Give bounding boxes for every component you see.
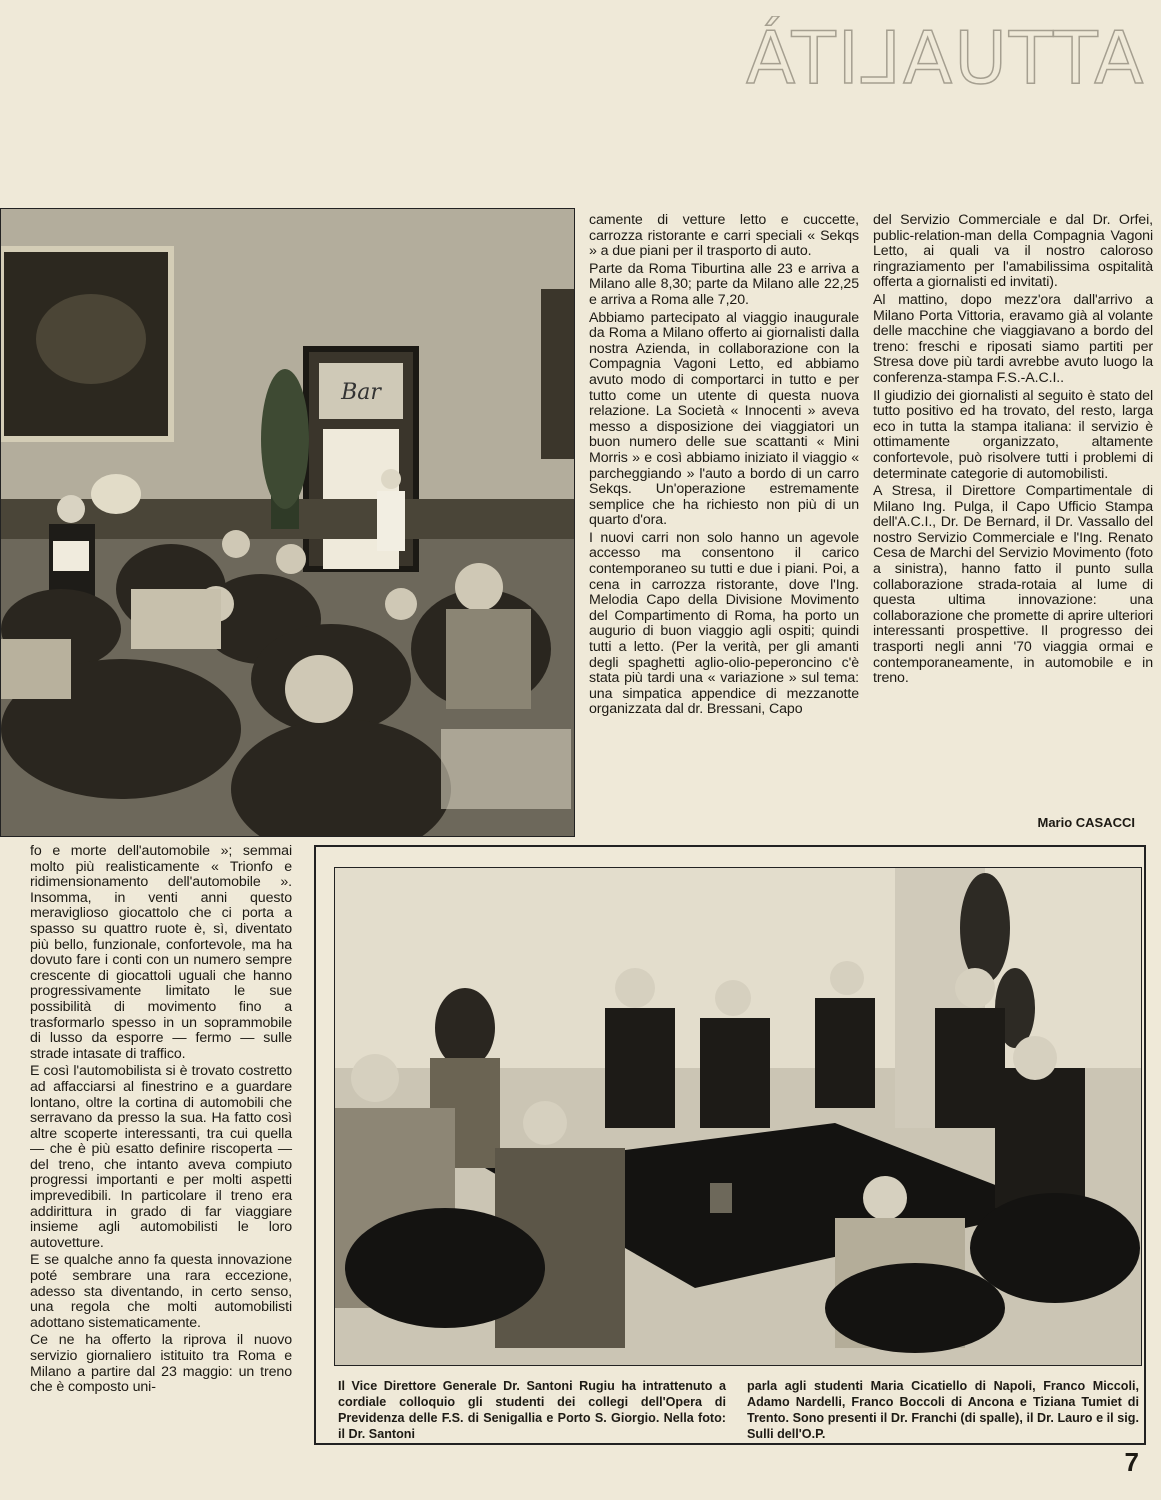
paragraph: Abbiamo partecipato al viaggio inaugurale da Roma a Milano offerto ai giornalisti dalla nostra Azienda, in collaborazione con la Compagnia Vagoni Letto, ed abbiamo avuto modo di comportarci in tutto e per tutto come un utente di questa nuova relazione. La Società « Innocenti » aveva messo a disposizione dei viaggiatori un buon numero delle sue scattanti « Mini Morris » e così abbiamo iniziato il viaggio « parcheggiando » l'auto a bordo di un carro Sekqs. Un'operazione estremamente semplice che ha richiesto non più di un quarto d'ora. bbox=[589, 309, 859, 529]
press-conference-photo bbox=[0, 208, 575, 837]
meeting-photo bbox=[334, 867, 1142, 1366]
photo-caption-right: parla agli studenti Maria Cicatiello di Napoli, Franco Miccoli, Adamo Nardelli, Franco Boccoli di Ancona e Tiziana Tumiet di Trento. Sono presenti il Dr. Franchi (di spalle), il Dr. Lauro e il sig. Sulli dell'O.P. bbox=[747, 1379, 1139, 1441]
paragraph: camente di vetture letto e cuccette, carrozza ristorante e carri speciali « Sekqs » a due piani per il trasporto di auto. bbox=[589, 212, 859, 260]
bar-sign: Bar bbox=[341, 380, 381, 405]
article-column-middle bbox=[589, 213, 859, 720]
photo-caption-left: Il Vice Direttore Generale Dr. Santoni Rugiu ha intrattenuto a cordiale colloquio gli studenti dei collegi dell'Opera di Previdenza delle F.S. di Senigallia e Porto S. Giorgio. Nella foto: il Dr. Santoni bbox=[338, 1379, 726, 1441]
byline: Mario CASACCI bbox=[1037, 815, 1135, 830]
article-column-right bbox=[873, 213, 1153, 689]
paragraph: Ce ne ha offerto la riprova il nuovo servizio giornaliero istituito tra Roma e Milano a partire dal 23 maggio: un treno che è composto uni- bbox=[30, 1332, 292, 1396]
paragraph: Al mattino, dopo mezz'ora dall'arrivo a Milano Porta Vittoria, eravamo già al volante delle macchine che viaggiavano a bordo del treno: freschi e riposati siamo partiti per Stresa dove più tardi avrebbe avuto luogo la conferenza-stampa F.S.-A.C.I.. bbox=[873, 291, 1153, 386]
section-label: ATTUALITÀ bbox=[743, 16, 1143, 100]
paragraph: I nuovi carri non solo hanno un agevole accesso ma consentono il carico contemporaneo su tutti e due i piani. Poi, a cena in carrozza ristorante, dove l'Ing. Melodia Capo della Divisione Movimento del Compartimento di Roma, ha porto un augurio di buon viaggio agli ospiti; quindi tutti a letto. (Per la verità, per gli amanti degli spaghetti aglio-olio-peperoncino c'è stata più tardi una « variazione » sul tema: una simpatica appendice di mezzanotte organizzata dal dr. Bressani, Capo bbox=[589, 529, 859, 718]
paragraph: E così l'automobilista si è trovato costretto ad affacciarsi al finestrino e a guardare lontano, oltre la cortina di automobili che serravano da presso la sua. Ha fatto così altre scoperte interessanti, tra cui quella — che è più esatto definire riscoperta — del treno, che intanto aveva compiuto progressi importanti e per molti aspetti imprevedibili. In particolare il treno era addirittura in grado di far viaggiare insieme agli automobilisti le loro autovetture. bbox=[30, 1063, 292, 1251]
page-number: 7 bbox=[1124, 1447, 1139, 1477]
article-column-left bbox=[30, 844, 292, 1398]
paragraph: E se qualche anno fa questa innovazione poté sembrare una rara eccezione, adesso sta diventando, in certo senso, una regola che molti automobilisti adottano sistematicamente. bbox=[30, 1252, 292, 1331]
paragraph: fo e morte dell'automobile »; semmai molto più realisticamente « Trionfo e ridimensionamento dell'automobile ». Insomma, in venti anni questo meraviglioso giocattolo che ci porta a spasso su quattro ruote è, sì, diventato più bello, funzionale, confortevole, ma ha dovuto fare i conti con un numero sempre crescente di giocattoli uguali che hanno progressivamente limitato le sue possibilità di movimento fino a trasformarlo spesso in un soprammobile di lusso da esporre — fermo — sulle strade intasate di traffico. bbox=[30, 843, 292, 1062]
paragraph: Il giudizio dei giornalisti al seguito è stato del tutto positivo ed ha trovato, del resto, larga eco in tutta la stampa italiana: il servizio è ottimamente organizzato, altamente confortevole, può risolvere tutti i problemi di determinate categorie di automobilisti. bbox=[873, 387, 1153, 482]
paragraph: A Stresa, il Direttore Compartimentale di Milano Ing. Pulga, il Capo Ufficio Stampa dell'A.C.I., Dr. De Bernard, il Dr. Vassallo del nostro Servizio Commerciale e l'Ing. Renato Cesa de Marchi del Servizio Movimento (foto a sinistra), hanno fatto il punto sulla collaborazione strada-rotaia al lume di questa ultima innovazione: una collaborazione che promette di aprire ulteriori interessanti prospettive. Il progresso dei trasporti negli anni '70 viaggia ormai e contemporaneamente, in automobile e in treno. bbox=[873, 483, 1153, 687]
paragraph: del Servizio Commerciale e dal Dr. Orfei, public-relation-man della Compagnia Vagoni Letto, ai quali va il nostro caloroso ringraziamento per l'amabilissima ospitalità offerta a giornalisti ed invitati). bbox=[873, 212, 1153, 291]
paragraph: Parte da Roma Tiburtina alle 23 e arriva a Milano alle 8,30; parte da Milano alle 22,25 e arriva a Roma alle 7,20. bbox=[589, 260, 859, 308]
